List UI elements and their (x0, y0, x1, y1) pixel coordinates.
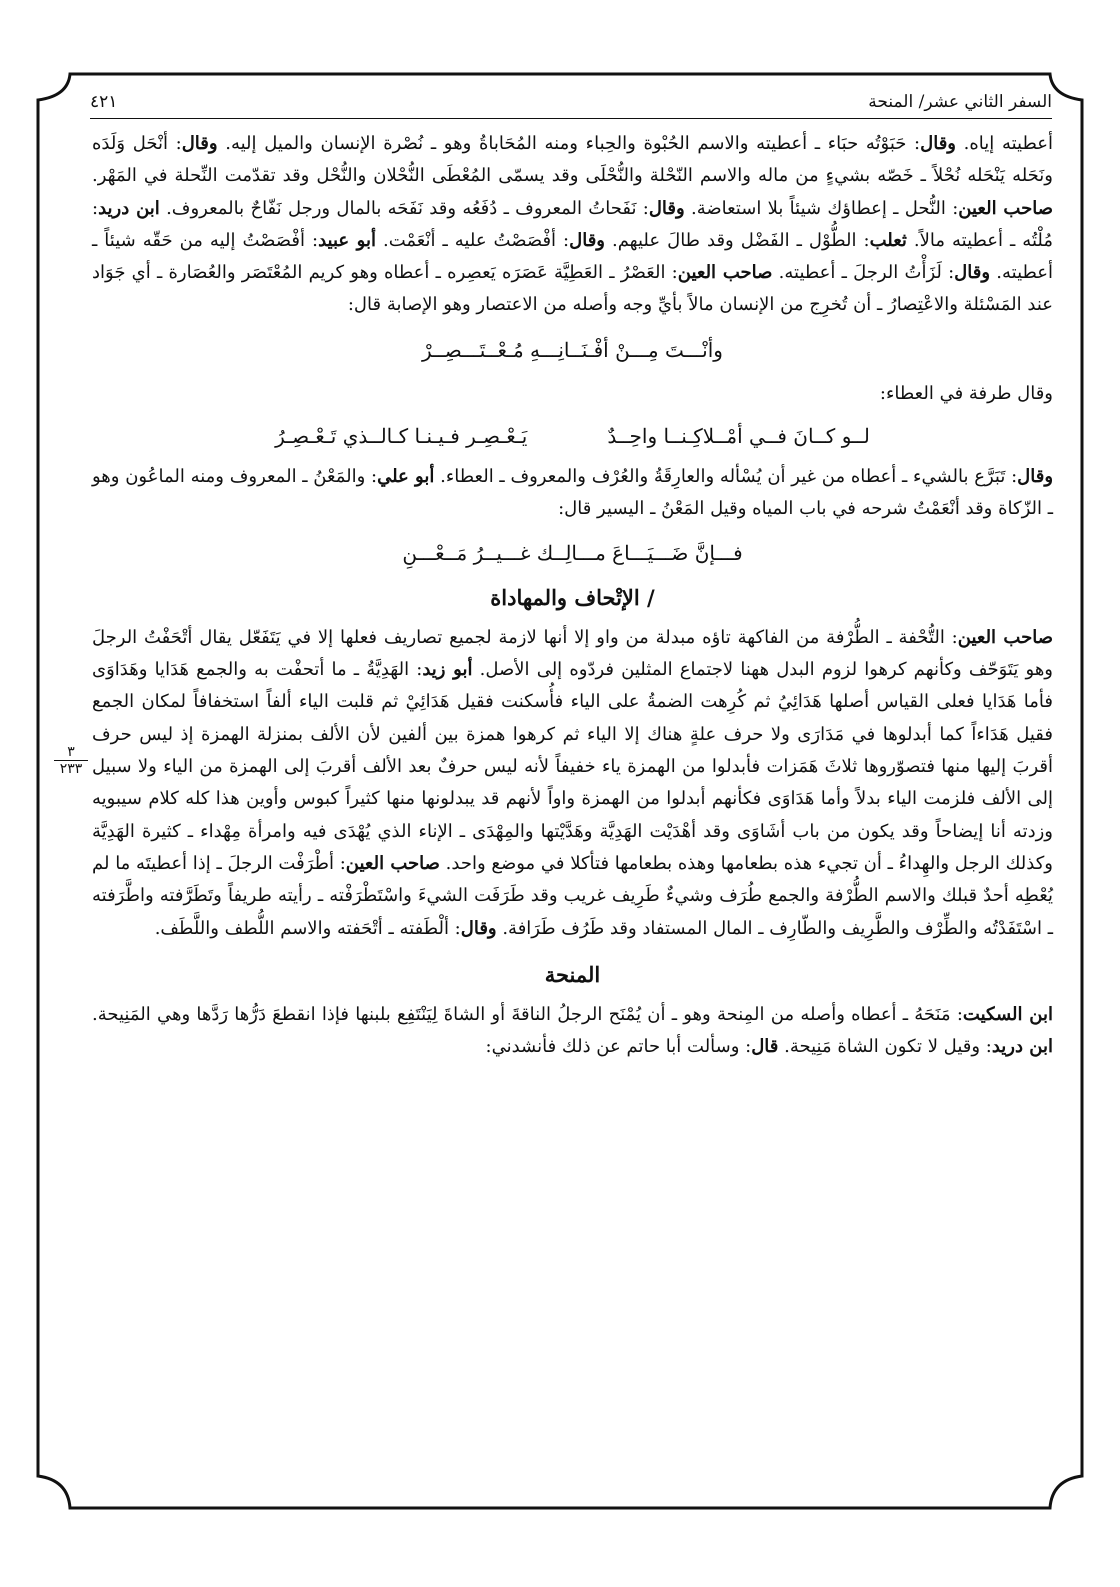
verse-hemistich-second: يَـعْـصِـر فـيـنـا كـالــذي تَـعْـصِـرُ (275, 424, 528, 449)
author-citation: ابن دريد (991, 1036, 1053, 1058)
author-citation: وقال (920, 133, 956, 154)
page-number: ٤٢١ (90, 92, 118, 112)
verse-hemistich-first: لــو كــانَ فــي أمْــلاكِـنــا واحِــدٌ (607, 424, 870, 449)
author-citation: قال (751, 1036, 779, 1058)
body-text-run: : وسألت أبا حاتم عن ذلك فأنشدني: (485, 1036, 752, 1058)
author-citation: ابن دريد (98, 197, 160, 219)
body-text-run: : أفْصَصْتُ عليه ـ أنْعَمْت. (376, 229, 570, 251)
author-citation: وقال (460, 917, 497, 939)
body-text-run: : أفْصَصْتُ إليه من حَقّه شيئاً ـ أعطيته. (92, 229, 1054, 284)
author-citation: ابن السكيت (962, 1004, 1053, 1026)
body-paragraph (92, 622, 1053, 945)
margin-reference-numerator: ٣ (54, 744, 88, 761)
author-citation: صاحب العين (345, 852, 440, 874)
margin-reference (54, 744, 88, 777)
body-text-run: : مُلْتُه ـ أعطيته مالاً. (92, 197, 1053, 251)
running-header (90, 72, 1052, 112)
body-paragraph (92, 999, 1053, 1064)
author-citation: أبو علي (377, 465, 435, 487)
running-title: السفر الثاني عشر/ المنحة (868, 92, 1052, 112)
header-divider (90, 118, 1052, 119)
body-text-run: : النُّحل ـ إعطاؤك شيئاً بلا استعاضة. (684, 197, 959, 219)
section-heading: المنحة (544, 961, 601, 987)
author-citation: وقال (648, 197, 685, 219)
body-text-run: : لَزَأْتُ الرجلَ ـ أعطيته. (772, 262, 955, 284)
body-paragraph (92, 128, 1053, 322)
body-text-run: : التُّحْفة ـ الطُّرْفة من الفاكهة تاؤه مبدلة من واو إلا أنها لازمة لجميع تصاريف فعلها إلا في يَتَفَعّل يقال أتْحَفْتُ الرجلَ وهو يَتَوَحّف وكأنهم كرهوا لزوم البدل ههنا لاجتماع المثلين فردّوه إلى الأصل. (92, 626, 1053, 681)
body-text-run: : تَبَرَّع بالشيء ـ أعطاه من غير أن يُسْأله والعارِقَةُ والعُرْف والمعروف ـ العطاء. (434, 465, 1018, 487)
author-citation: ثعلب (869, 229, 907, 251)
author-citation: وقال (954, 262, 991, 284)
author-citation: وقال (181, 133, 218, 154)
author-citation: أبو عبيد (318, 229, 376, 251)
body-text-run: : الطُّوْل ـ الفَضْل وقد طالَ عليهم. (604, 229, 870, 251)
page-body (92, 128, 1053, 1064)
author-citation: صاحب العين (957, 626, 1053, 648)
section-heading: / الإتْحاف والمهاداة (490, 584, 655, 610)
body-text-run: : الهَدِيَّةُ ـ ما أتحفْت به والجمع هَدَايا وهَدَاوَى فأما هَدَايا فعلى القياس أصلها هَدَائِيُ ثم كُرِهت الضمةُ على الياء فأُسكنت فقيل هَدَائِيْ ثم قلبت الياء ألفاً استخفافاً لمكان الجمع فقيل هَدَاءاً كما أبدلوها في مَدَارَى ولا حرف علةٍ هناك إلا الياء ثم كرهوا همزة بين ألفين لأن الألف بمنزلة الهمزة إذ ليس حرف أقربَ إليها منها فتصوّروها ثلاثَ هَمَزات فأبدلوا من الهمزة ياء خفيفاً لأنه ليس حرفٌ بعد الألف أقربَ إلى الهمزة من الياء ولا سبيل إلى الألف فلزمت الياء بدلاً وأما هَدَاوَى فكأنهم أبدلوا من الهمزة واواً لأنهم قد يبدلونها منها كثيراً كبوس وأوين هذا كله كلام سيبويه وزدته أنا إيضاحاً وقد يكون من باب أشَاوَى وقد أهْدَيْت الهَدِيَّة وهَدَّيْتها والمِهْدَى ـ الإناء الذي يُهْدَى فيه وامرأة مِهْداء ـ كثيرة الهَدِيَّة وكذلك الرجل والهِداءُ ـ أن تجيء هذه بطعامها وهذه بطعامها فتأكلا في موضع واحد. (92, 659, 1054, 874)
body-text-run: : وقيل لا تكون الشاة مَنِيحة. (778, 1036, 992, 1058)
author-citation: أبو زيد (422, 659, 473, 681)
body-text-run: أعطيته إياه. (955, 133, 1053, 154)
verse-line: وأنْـــتَ مِـــنْ أفْـنَــانِـــهِ مُـعْــتَـــصِــرْ (422, 337, 723, 362)
body-text-run: : حَبَوْتُه حبَاء ـ أعطيته والاسم الحُبْوة والحِباء ومنه المُحَاباةُ وهو ـ نُصْرة الإنسان والميل إليه. (217, 133, 921, 154)
body-paragraph (92, 461, 1053, 526)
body-text-run: : العَصْرُ ـ العَطِيَّة عَصَرَه يَعصِره ـ أعطاه وهو كريم المُعْتَصَر والعُصَارة ـ أي جَوَاد عند المَسْئلة والاعْتِصارُ ـ أن تُخرِج من الإنسان مالاً بأيِّ وجه وأصله من الاعتصار وهو الإصابة قال: (92, 262, 1053, 316)
body-text-run: : أنْحَل وَلَدَه ونَحَله يَنْحَله نُحْلاً ـ خَصّه بشيءٍ من ماله والاسم النّحْلة والنُّحْلَى وقد يسمّى المُعْطَى النُّحْلان والنُّحْل وقد تقدّمت النِّحلة في المَهْر. (92, 133, 1053, 187)
body-text-run: : مَنَحَهُ ـ أعطاه وأصله من المِنحة وهو ـ أن يُمْنَح الرجلُ الناقةَ أو الشاةَ لِيَنْتَفِع بلبنها فإذا انقطعَ دَرُّها رَدَّها وهي المَنِيحة. (92, 1004, 963, 1026)
author-citation: وقال (569, 229, 605, 251)
body-text-run: : والمَعْنُ ـ المعروف ومنه الماعُون وهو ـ الزّكاة وقد أنْعَمْتُ شرحه في باب المياه وقيل المَعْنُ ـ اليسير قال: (92, 465, 1053, 519)
author-citation: صاحب العين (677, 262, 773, 284)
body-text-run: : ألْطَفته ـ أتْحَفته والاسم اللُّطف واللَّطَف. (154, 917, 461, 939)
body-text-run: : نَفَحاتُ المعروف ـ دُفَعُه وقد نَفَحَه بالمال ورجل نَفّاحٌ بالمعروف. (159, 197, 649, 219)
margin-reference-denominator: ٢٣٣ (59, 761, 83, 777)
verse-intro: وقال طرفة في العطاء: (879, 383, 1053, 405)
verse-line: فـــإنَّ ضَـــيَـــاعَ مـــالِــك غـــيــرُ مَــعْـــنِ (402, 541, 743, 566)
author-citation: صاحب العين (958, 197, 1053, 219)
body-text-run: : أطْرَفْت الرجلَ ـ إذا أعطيتَه ما لم يُعْطِه أحدٌ قبلك والاسم الطُّرْفة والجمع طُرَف وشيءٌ طَرِيف غريب وقد طَرَفَت الشيءَ واسْتَطْرَفْته ـ رأيته طريفاً وتَطَرَّفته واطَّرَفته ـ اسْتَفَدْتُه والطِّرْف والطَّرِيف والطّارِف ـ المال المستفاد وقد طَرُف طَرَافة. (92, 852, 1053, 939)
verse-couplet (92, 420, 1053, 452)
author-citation: وقال (1017, 465, 1054, 487)
